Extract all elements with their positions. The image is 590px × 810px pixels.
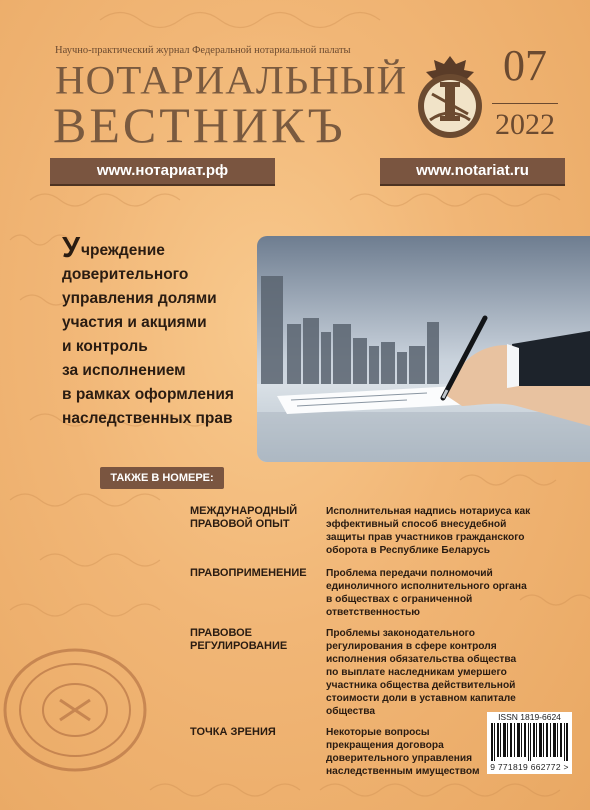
lead-line: в рамках оформления (62, 386, 234, 403)
journal-subtitle: Научно-практический журнал Федеральной нотариальной палаты (55, 45, 351, 56)
article-title[interactable]: Некоторые вопросы прекращения договора доверительного управления наследственным имуществом (326, 727, 480, 777)
issue-divider (492, 103, 558, 104)
rubric-label: ПРАВОПРИМЕНЕНИЕ (190, 567, 307, 579)
lead-first-letter: У (62, 232, 81, 264)
lead-first-word-rest: чреждение (81, 242, 165, 259)
issue-year: 2022 (495, 108, 555, 141)
lead-line: и контроль (62, 338, 148, 355)
lead-article-title (62, 232, 262, 431)
hand-signing-document-city-photo (257, 236, 590, 462)
barcode-icon (491, 723, 568, 761)
journal-title-line2: ВЕСТНИКЪ (53, 97, 346, 153)
rubric-label: ПРАВОВОЕ РЕГУЛИРОВАНИЕ (190, 627, 288, 652)
article-title[interactable]: Исполнительная надпись нотариуса как эффективный способ внесудебной защиты прав участников гражданского оборота в Республике Беларусь (326, 506, 531, 556)
url-rf[interactable]: www.нотариат.рф (50, 158, 275, 184)
wax-stamp-icon (0, 640, 150, 775)
barcode-box (487, 712, 572, 774)
barcode-digits: 9 771819 662772 > (490, 762, 569, 772)
url-ru[interactable]: www.notariat.ru (380, 158, 565, 184)
article-title[interactable]: Проблемы законодательного регулирования в сфере контроля исполнения обязательства общества по выплате наследникам умершего участника общества действительной стоимости доли в уставном капитале общества (326, 628, 517, 717)
issn-number: ISSN 1819-6624 (498, 712, 561, 722)
issue-number: 07 (503, 41, 547, 90)
lead-line: наследственных прав (62, 410, 233, 427)
also-in-issue-label: ТАКЖЕ В НОМЕРЕ: (100, 467, 224, 489)
lead-line: за исполнением (62, 362, 186, 379)
lead-line: управления долями (62, 290, 217, 307)
lead-line: участия и акциями (62, 314, 207, 331)
lead-article-photo (257, 236, 590, 462)
lead-line: доверительного (62, 266, 189, 283)
rubric-label: ТОЧКА ЗРЕНИЯ (190, 726, 276, 738)
article-title[interactable]: Проблема передачи полномочий единоличного исполнительного органа в обществах с ограниченной ответственностью (326, 568, 527, 618)
notary-seal-emblem-icon (410, 50, 490, 142)
journal-title-line1: НОТАРИАЛЬНЫЙ (55, 57, 408, 103)
rubric-label: МЕЖДУНАРОДНЫЙ ПРАВОВОЙ ОПЫТ (190, 505, 298, 530)
